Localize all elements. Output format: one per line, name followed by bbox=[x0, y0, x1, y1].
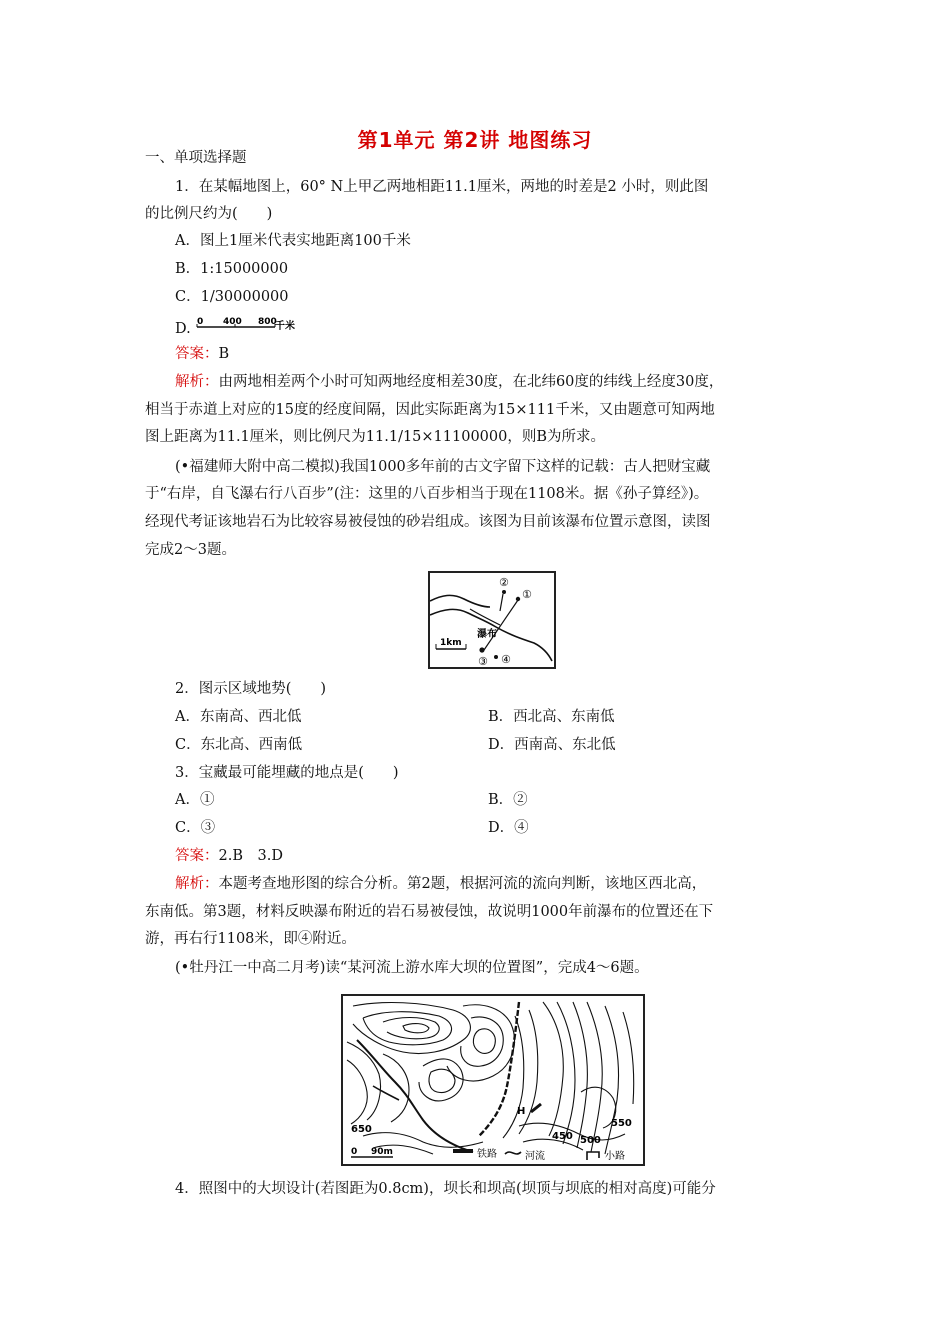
q2-stem: 2．图示区域地势( ) bbox=[175, 681, 327, 697]
q2-option-d: D．西南高、东北低 bbox=[488, 737, 616, 753]
q3-option-b: B．② bbox=[488, 792, 528, 808]
q2-option-a: A．东南高、西北低 bbox=[175, 709, 302, 725]
q4-stem-line1: 4．照图中的大坝设计(若图距为0.8cm)，坝长和坝高(坝顶与坝底的相对高度)可能分 bbox=[175, 1181, 716, 1197]
q23-analysis-line1 bbox=[175, 874, 706, 894]
waterfall-dot bbox=[479, 647, 484, 652]
point-1-dot bbox=[516, 597, 520, 601]
waterfall-map-figure bbox=[428, 571, 556, 669]
intro2-line1: (•福建师大附中高二模拟)我国1000多年前的古文字留下这样的记载：古人把财宝藏 bbox=[175, 459, 711, 475]
analysis-label: 解析： bbox=[175, 876, 219, 892]
contour-label-650: 650 bbox=[351, 1124, 372, 1135]
q1-analysis-line3: 图上距离为11.1厘米，则比例尺为11.1/15×11100000，则B为所求。 bbox=[145, 429, 606, 445]
analysis-text: 由两地相差两个小时可知两地经度相差30度，在北纬60度的纬线上经度30度， bbox=[218, 374, 724, 390]
intro2-line2: 于“右岸，自飞瀑右行八百步”(注：这里的八百步相当于现在1108米。据《孙子算经》)。 bbox=[145, 486, 709, 502]
q1-option-b: B．1:15000000 bbox=[175, 261, 289, 277]
legend-path-symbol bbox=[587, 1152, 599, 1160]
intro2-line3: 经现代考证该地岩石为比较容易被侵蚀的砂岩组成。该图为目前该瀑布位置示意图，读图 bbox=[145, 514, 711, 530]
q1-answer bbox=[175, 344, 229, 364]
q23-analysis-line2: 东南低。第3题，材料反映瀑布附近的岩石易被侵蚀，故说明1000年前瀑布的位置还在下 bbox=[145, 904, 714, 920]
scale-zero: 0 bbox=[351, 1147, 358, 1157]
q2-option-c: C．东北高、西南低 bbox=[175, 737, 303, 753]
page-title: 第1单元 第2讲 地图练习 bbox=[357, 128, 593, 152]
q3-option-c: C．③ bbox=[175, 820, 216, 836]
q1-option-c: C．1/30000000 bbox=[175, 289, 289, 305]
river-upper bbox=[430, 595, 490, 607]
scale-tick-0: 0 bbox=[197, 317, 204, 327]
q1-option-d bbox=[175, 315, 305, 339]
q3-option-a: A．① bbox=[175, 792, 215, 808]
q1-analysis-line2: 相当于赤道上对应的15度的经度间隔，因此实际距离为15×111千米，又由题意可知两地 bbox=[145, 402, 715, 418]
point-h-label: H bbox=[517, 1106, 526, 1117]
scale-bar-figure bbox=[195, 315, 305, 337]
answer-value: 2.B 3.D bbox=[218, 848, 283, 864]
q1-stem-line1: 1．在某幅地图上，60° N上甲乙两地相距11.1厘米，两地的时差是2 小时，则此图 bbox=[175, 179, 709, 195]
legend-river: 河流 bbox=[525, 1151, 545, 1162]
scale-tick-400: 400 bbox=[223, 317, 243, 327]
q1-option-a: A．图上1厘米代表实地距离100千米 bbox=[175, 233, 411, 249]
reservoir-dam-contour-map bbox=[341, 994, 645, 1166]
section-heading: 一、单项选择题 bbox=[145, 150, 247, 166]
q2-option-b: B．西北高、东南低 bbox=[488, 709, 615, 725]
scale-tick-800: 800 bbox=[258, 317, 278, 327]
contour-label-500: 500 bbox=[580, 1135, 601, 1146]
legend-railway-symbol bbox=[453, 1149, 473, 1153]
answer-label: 答案： bbox=[175, 346, 219, 362]
legend-path: 小路 bbox=[605, 1151, 625, 1162]
label-1km: 1km bbox=[440, 638, 462, 648]
intro4: (•牡丹江一中高二月考)读“某河流上游水库大坝的位置图”，完成4～6题。 bbox=[175, 960, 649, 976]
q23-answer bbox=[175, 846, 283, 866]
contour-label-450: 450 bbox=[552, 1131, 573, 1142]
q3-stem: 3．宝藏最可能埋藏的地点是( ) bbox=[175, 765, 399, 781]
q1-analysis-line1 bbox=[175, 372, 723, 392]
analysis-label: 解析： bbox=[175, 374, 219, 390]
q23-analysis-line3: 游，再右行1108米，即④附近。 bbox=[145, 931, 356, 947]
label-point-4: ④ bbox=[501, 653, 511, 666]
point-2-dot bbox=[502, 590, 506, 594]
analysis-text: 本题考查地形图的综合分析。第2题，根据河流的流向判断，该地区西北高， bbox=[218, 876, 707, 892]
label-point-1: ① bbox=[522, 588, 532, 601]
label-waterfall: 瀑布 bbox=[477, 629, 497, 640]
label-point-3: ③ bbox=[478, 655, 488, 667]
q1-stem-line2: 的比例尺约为( ) bbox=[145, 206, 273, 222]
point-4-dot bbox=[494, 655, 498, 659]
contour-label-550: 550 bbox=[611, 1118, 632, 1129]
legend-river-symbol bbox=[505, 1152, 521, 1154]
intro2-line4: 完成2～3题。 bbox=[145, 542, 236, 558]
legend-railway: 铁路 bbox=[477, 1149, 497, 1160]
railway-path bbox=[479, 1002, 519, 1136]
q1-option-d-prefix: D. bbox=[175, 321, 191, 337]
answer-value: B bbox=[218, 346, 230, 362]
answer-label: 答案： bbox=[175, 848, 219, 864]
label-point-2: ② bbox=[499, 576, 509, 589]
q3-option-d: D．④ bbox=[488, 820, 529, 836]
scale-90m: 90m bbox=[371, 1147, 393, 1157]
scale-unit: 千米 bbox=[275, 321, 296, 332]
river-path bbox=[357, 1040, 473, 1152]
